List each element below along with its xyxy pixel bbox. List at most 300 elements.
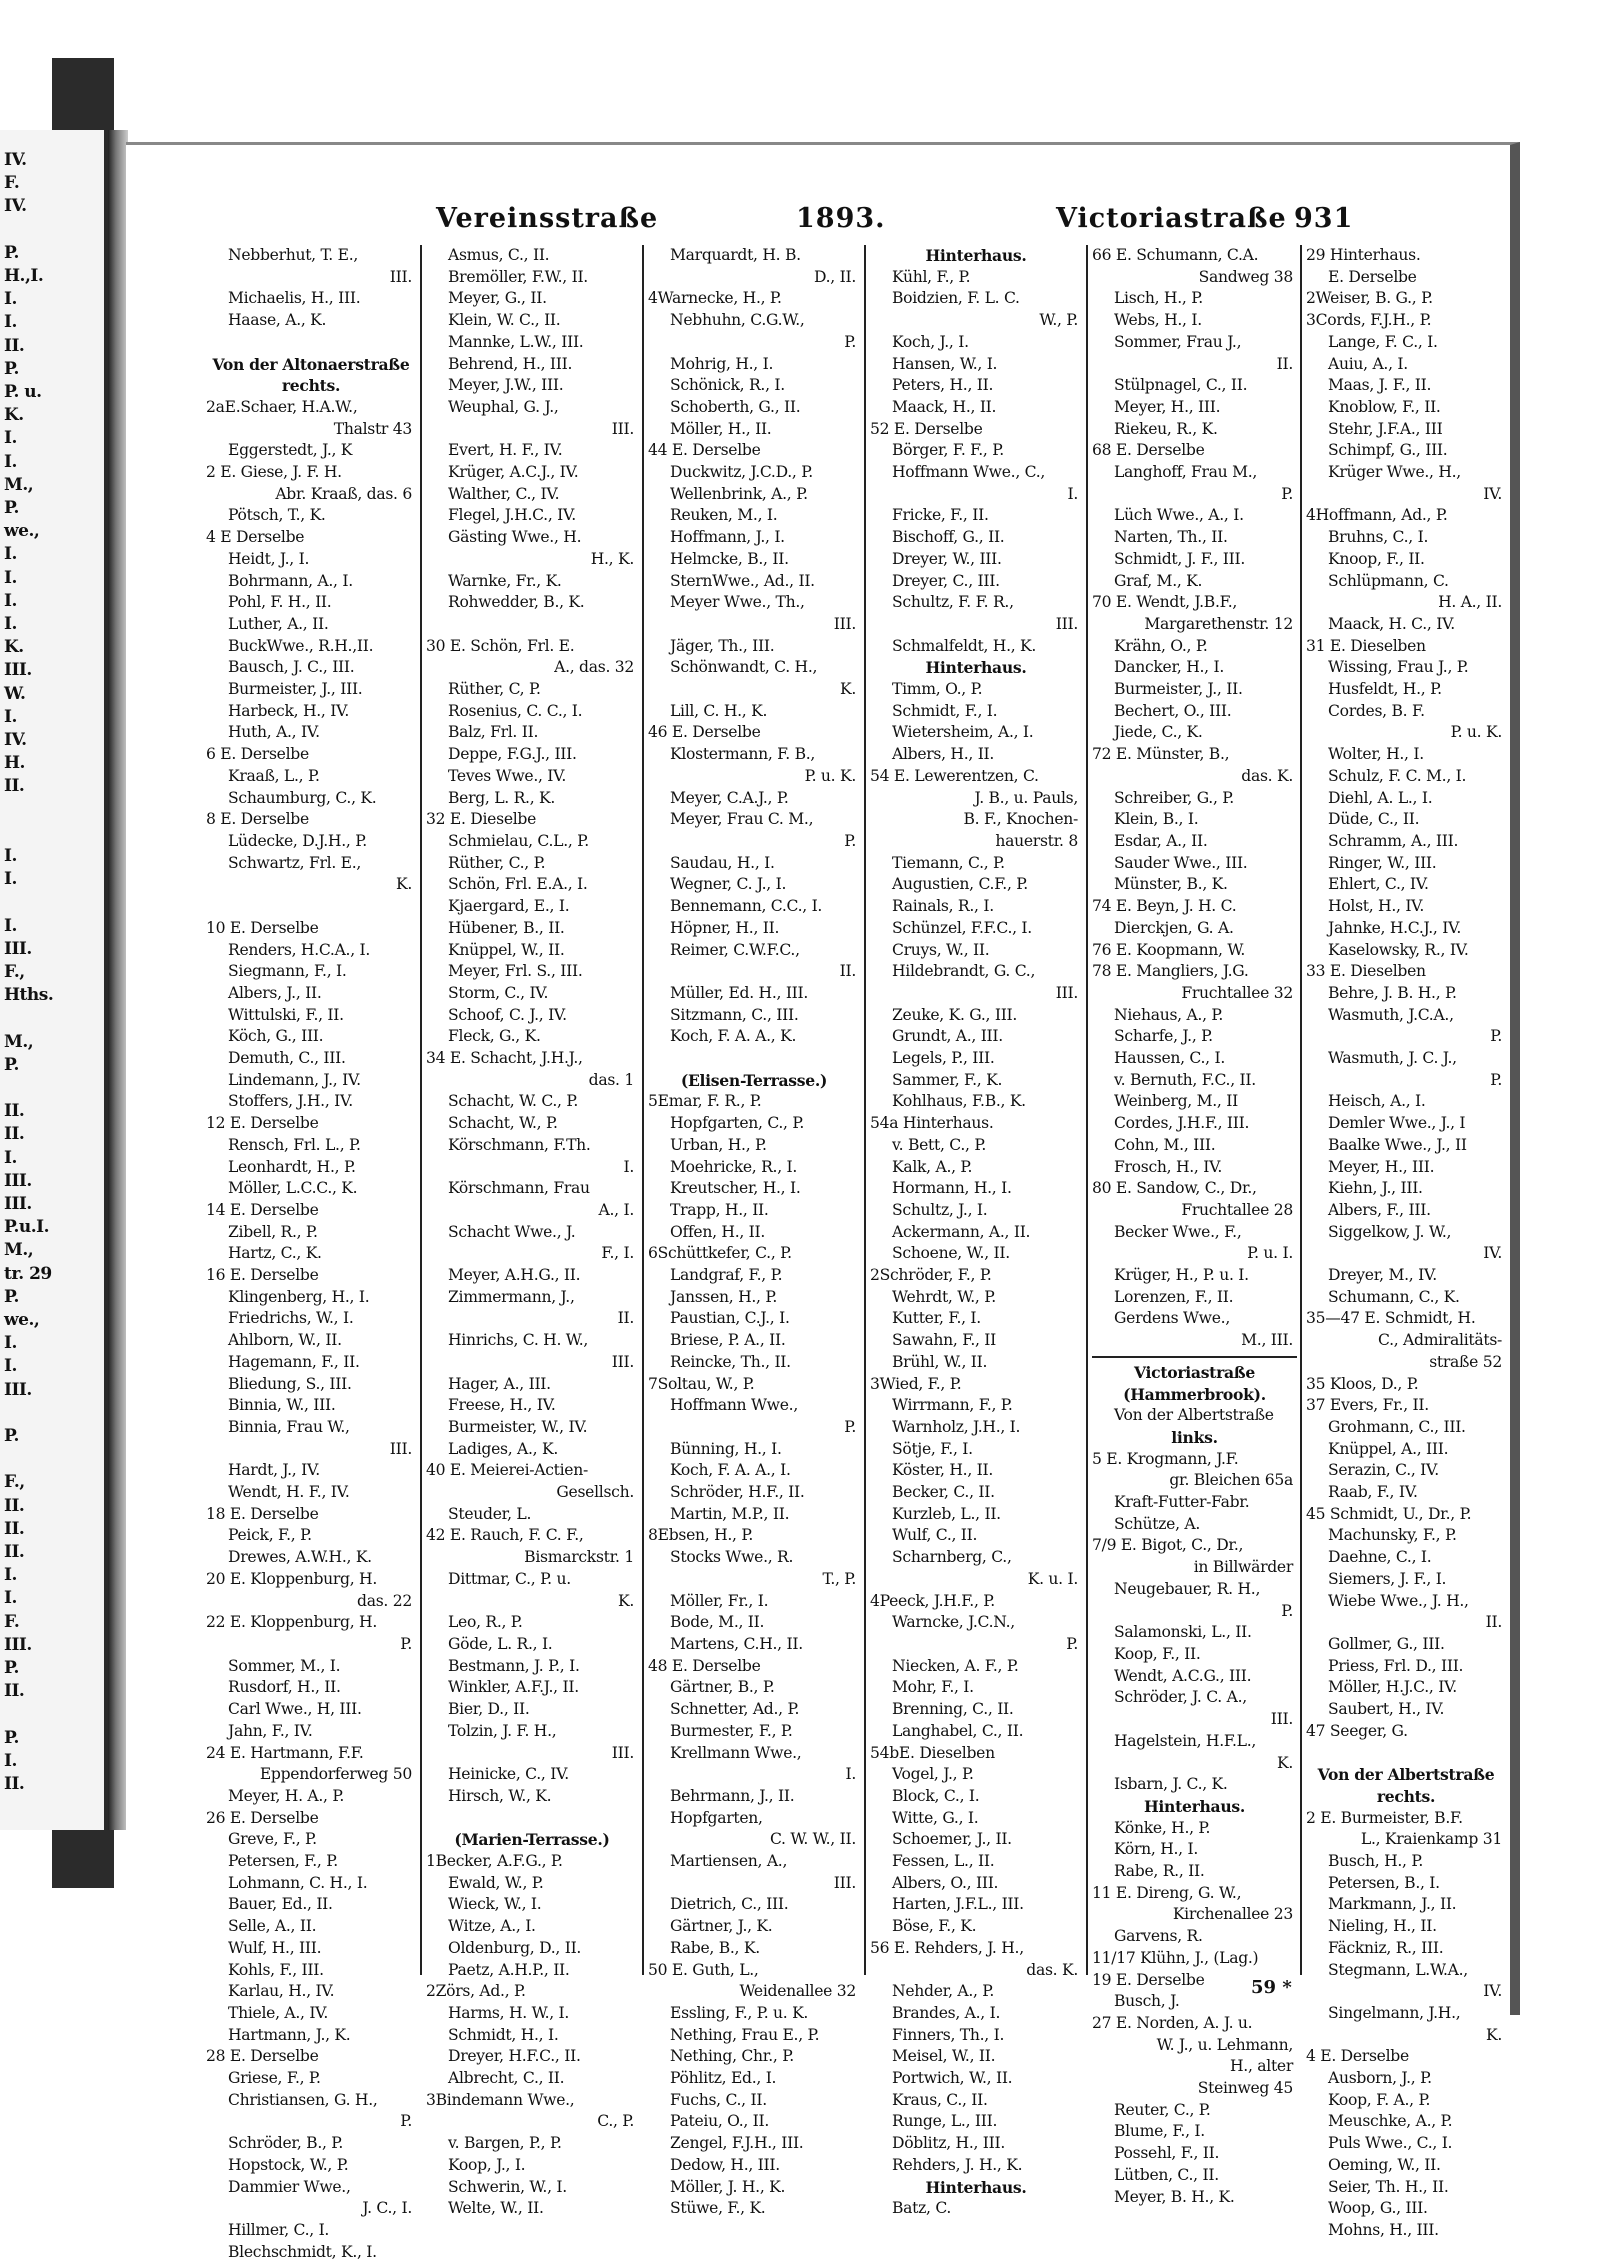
directory-entry [1306,1743,1506,1765]
directory-entry: Warncke, J.C.N., [892,1613,1015,1632]
directory-entry: Ehlert, C., IV. [1328,875,1429,894]
directory-entry: Sammer, F., K. [892,1070,1003,1089]
directory-entry: Deppe, F.G.J., III. [448,745,577,764]
directory-entry: 2 E. Giese, J. F. H. [206,463,342,482]
directory-entry: Timm, O., P. [892,680,983,699]
directory-entry: Bier, D., II. [448,1700,530,1719]
directory-entry: Bechert, O., III. [1114,701,1232,720]
directory-entry: Münster, B., K. [1114,875,1228,894]
directory-entry: Schröder, J. C. A., [1114,1688,1247,1707]
directory-entry: Zibell, R., P. [228,1222,318,1241]
directory-entry: Kjaergard, E., I. [448,897,570,916]
directory-entry: Niehaus, A., P. [1114,1005,1224,1024]
directory-entry: K. [839,680,856,699]
directory-entry: Schaumburg, C., K. [228,788,377,807]
page-header [126,203,1510,243]
column-2 [426,245,638,2218]
directory-entry: K. [1485,2025,1502,2044]
directory-entry: Dammier Wwe., [228,2177,351,2196]
directory-entry: Markmann, J., II. [1328,1895,1457,1914]
column-rule [1086,245,1088,1975]
directory-entry: Oeming, W., II. [1328,2155,1441,2174]
directory-entry: Binnia, Frau W., [228,1417,350,1436]
directory-entry: Schramm, A., III. [1328,831,1459,850]
directory-entry: 8Ebsen, H., P. [648,1526,754,1545]
directory-entry: Moehricke, R., I. [670,1157,798,1176]
directory-entry: F., I. [601,1244,634,1263]
directory-entry: I. [845,1765,856,1784]
directory-entry: Cordes, J.H.F., III. [1114,1114,1250,1133]
directory-entry: das. 1 [588,1070,634,1089]
directory-entry: Trapp, H., II. [670,1200,769,1219]
directory-entry: Landgraf, F., P. [670,1266,783,1285]
directory-entry: 80 E. Sandow, C., Dr., [1092,1179,1257,1198]
directory-entry: Schön, Frl. E.A., I. [448,875,588,894]
directory-entry: Höpner, H., II. [670,918,780,937]
directory-entry: Kalk, A., P. [892,1157,973,1176]
directory-entry: Scharnberg, C., [892,1548,1012,1567]
directory-entry: Ausborn, J., P. [1328,2069,1432,2088]
directory-entry: Siegmann, F., I. [228,962,347,981]
directory-entry: Weinberg, M., II [1114,1092,1238,1111]
column-3 [648,245,860,2218]
directory-entry: 70 E. Wendt, J.B.F., [1092,593,1238,612]
directory-entry: W., P. [1039,311,1078,330]
directory-entry: Michaelis, H., III. [228,289,361,308]
directory-entry: Fäckniz, R., III. [1328,1938,1444,1957]
directory-entry: Krähn, O., P. [1114,636,1208,655]
directory-entry: Cohn, M., III. [1114,1135,1216,1154]
directory-entry: A., I. [598,1200,634,1219]
directory-entry: Koch, F. A. A., I. [670,1461,791,1480]
directory-entry: K. [395,875,412,894]
directory-entry: Runge, L., III. [892,2112,998,2131]
directory-entry: Diehl, A. L., I. [1328,788,1433,807]
directory-entry: Rüther, C, P. [448,680,541,699]
directory-entry: Seier, Th. H., II. [1328,2177,1449,2196]
directory-entry: III. [833,1873,856,1892]
directory-entry: Koch, J., I. [892,332,969,351]
directory-entry: III. [611,419,634,438]
directory-entry: hauerstr. 8 [995,831,1078,850]
directory-entry: 4Peeck, J.H.F., P. [870,1591,995,1610]
directory-entry: Rohwedder, B., K. [448,593,585,612]
directory-entry: Steinweg 45 [1197,2079,1293,2098]
directory-entry: Heidt, J., I. [228,549,310,568]
directory-entry: 45 Schmidt, U., Dr., P. [1306,1504,1472,1523]
directory-entry: Marquardt, H. B. [670,246,801,264]
directory-entry: Maack, H., II. [892,397,997,416]
directory-entry: 44 E. Derselbe [648,441,761,460]
directory-entry: II. [839,962,856,981]
directory-entry: Dreyer, C., III. [892,571,1000,590]
directory-entry: Stülpnagel, C., II. [1114,376,1248,395]
directory-entry: Warnke, Fr., K. [448,571,562,590]
directory-entry: Boidzien, F. L. C. [892,289,1020,308]
directory-entry: Wulf, H., III. [228,1938,322,1957]
directory-entry: Wellenbrink, A., P. [670,484,808,503]
directory-entry: Koop, F. A., P. [1328,2090,1431,2109]
directory-entry: Stehr, J.F.A., III [1328,419,1443,438]
directory-entry: 48 E. Derselbe [648,1656,761,1675]
previous-page-fragment: P. [4,1286,19,1307]
directory-entry: 18 E. Derselbe [206,1504,319,1523]
directory-entry: 4 E. Derselbe [1306,2047,1409,2066]
directory-entry: Hillmer, C., I. [228,2220,330,2239]
previous-page-fragment: I. [4,567,17,588]
directory-entry: Maas, J. F., II. [1328,376,1432,395]
directory-entry: Stüwe, F., K. [670,2199,766,2218]
directory-entry: SternWwe., Ad., II. [670,571,815,590]
directory-entry: Koop, J., I. [448,2155,526,2174]
directory-entry: Wiebe Wwe., J. H., [1328,1591,1469,1610]
directory-entry: Haussen, C., I. [1114,1049,1225,1068]
directory-entry: Ringer, W., III. [1328,853,1437,872]
directory-entry: Krüger, A.C.J., IV. [448,463,579,482]
directory-entry: 14 E. Derselbe [206,1200,319,1219]
directory-entry: Meyer Wwe., Th., [670,593,805,612]
directory-entry: Webs, H., I. [1114,311,1202,330]
previous-page-fragment: I. [4,289,17,310]
directory-entry: Schönick, R., I. [670,376,785,395]
directory-entry: W. J., u. Lehmann, [1156,2035,1293,2054]
directory-entry: Kutter, F., I. [892,1309,981,1328]
directory-entry: Langhabel, C., II. [892,1721,1024,1740]
directory-entry: Augustien, C.F., P. [892,875,1028,894]
directory-entry: 2Zörs, Ad., P. [426,1982,526,2001]
directory-entry: Briese, P. A., II. [670,1331,786,1350]
directory-entry: Möller, L.C.C., K. [228,1179,358,1198]
directory-entry: 20 E. Kloppenburg, H. [206,1569,377,1588]
directory-entry: Nebberhut, T. E., [228,246,359,264]
directory-entry: Steuder, L. [448,1504,532,1523]
directory-entry: 3Bindemann Wwe., [426,2090,575,2109]
directory-entry: Bausch, J. C., III. [228,658,355,677]
previous-page-fragment: IV. [4,150,27,170]
directory-entry: Luther, A., II. [228,614,329,633]
section-heading: links. [1171,1427,1218,1447]
directory-entry: Bestmann, J. P., I. [448,1656,580,1675]
directory-entry: Rüther, C., P. [448,853,546,872]
directory-entry: Cruys, W., II. [892,940,990,959]
directory-entry: Lill, C. H., K. [670,701,768,720]
directory-entry: 6Schüttkefer, C., P. [648,1244,792,1263]
directory-entry: 3Wied, F., P. [870,1374,962,1393]
directory-entry: 3Cords, F.J.H., P. [1306,311,1432,330]
directory-entry: Mohns, H., III. [1328,2220,1439,2239]
directory-entry: Behre, J. B. H., P. [1328,983,1457,1002]
directory-entry: K. [1276,1753,1293,1772]
directory-entry: Evert, H. F., IV. [448,441,563,460]
directory-entry: Krüger Wwe., H., [1328,463,1461,482]
directory-entry: L., Kraienkamp 31 [1360,1830,1502,1849]
directory-entry: Bischoff, G., II. [892,528,1005,547]
column-4 [870,245,1082,2218]
directory-entry: Bismarckstr. 1 [524,1548,634,1567]
directory-entry: Offen, H., II. [670,1222,766,1241]
directory-entry: Bohrmann, A., I. [228,571,353,590]
directory-entry: Ahlborn, W., II. [228,1331,342,1350]
directory-entry: Christiansen, G. H., [228,2090,378,2109]
section-heading: (Hammerbrook). [1123,1384,1266,1404]
directory-entry: Margarethenstr. 12 [1144,614,1293,633]
directory-entry: Pöhlitz, Ed., I. [670,2069,777,2088]
directory-entry: 32 E. Dieselbe [426,810,537,829]
directory-entry: Möller, H.J.C., IV. [1328,1678,1457,1697]
directory-entry: Warnholz, J.H., I. [892,1417,1021,1436]
directory-entry: II. [1485,1613,1502,1632]
directory-entry: 34 E. Schacht, J.H.J., [426,1049,583,1068]
directory-entry: Pohl, F. H., II. [228,593,332,612]
previous-page-fragment: II. [4,1518,25,1539]
column-rule [1300,245,1302,1975]
directory-entry: Nething, Chr., P. [670,2047,794,2066]
directory-entry: gr. Bleichen 65a [1169,1471,1293,1490]
directory-entry: Knoop, F., II. [1328,549,1425,568]
directory-entry: Meyer, J.W., III. [448,376,564,395]
directory-entry: Frosch, H., IV. [1114,1157,1222,1176]
directory-entry: Blume, F., I. [1114,2122,1205,2141]
directory-entry: 2aE.Schaer, H.A.W., [206,397,358,416]
directory-entry: Harten, J.F.L., III. [892,1895,1024,1914]
directory-entry: Ackermann, A., II. [892,1222,1031,1241]
directory-entry: Saubert, H., IV. [1328,1700,1445,1719]
directory-entry: 46 E. Derselbe [648,723,761,742]
directory-entry: 7/9 E. Bigot, C., Dr., [1092,1536,1244,1555]
directory-entry: III. [1055,983,1078,1002]
book-gutter [108,130,128,1830]
directory-entry: Kurzleb, L., II. [892,1504,1001,1523]
directory-entry: Flegel, J.H.C., IV. [448,506,576,525]
directory-entry: v. Bernuth, F.C., II. [1114,1070,1256,1089]
previous-page-fragment: I. [4,1356,17,1377]
directory-entry: Neugebauer, R. H., [1114,1579,1261,1598]
directory-entry: Meyer, C.A.J., P. [670,788,789,807]
column-rule [420,245,422,1975]
section-divider [1092,1356,1297,1358]
directory-entry: I. [1067,484,1078,503]
directory-entry: I. [623,1157,634,1176]
previous-page-fragment: I. [4,1147,17,1168]
directory-entry: Klostermann, F. B., [670,745,816,764]
directory-entry: P. u. I. [1247,1244,1293,1263]
section-heading: Victoriastraße [1134,1362,1255,1382]
directory-entry: P. u. K. [1450,723,1502,742]
directory-entry: Becker Wwe., F., [1114,1222,1242,1241]
directory-entry: Meyer, G., II. [448,289,547,308]
previous-page-fragment: M., [4,1031,34,1052]
previous-page-fragment: P. [4,1727,19,1748]
directory-entry: Fricke, F., II. [892,506,989,525]
directory-entry: 2Weiser, B. G., P. [1306,289,1433,308]
directory-entry: Schoene, W., II. [892,1244,1010,1263]
directory-entry: Hinrichs, C. H. W., [448,1331,589,1350]
directory-entry: P. [400,2112,412,2131]
directory-entry: 11/17 Klühn, J., (Lag.) [1092,1948,1259,1967]
directory-entry: Vogel, J., P. [892,1765,974,1784]
directory-entry: P. [400,1635,412,1653]
directory-entry: Singelmann, J.H., [1328,2003,1461,2022]
previous-page-fragment: F. [4,173,20,194]
directory-entry: Meyer, A.H.G., II. [448,1266,581,1285]
directory-entry: Fleck, G., K. [448,1027,541,1046]
directory-entry: Asmus, C., II. [448,246,550,264]
directory-entry: Wieck, W., I. [448,1895,542,1914]
previous-page-fragment: H.,I. [4,266,44,286]
directory-entry: Wendt, H. F., IV. [228,1483,350,1502]
directory-entry: Behrend, H., III. [448,354,573,373]
directory-entry: Helmcke, B., II. [670,549,789,568]
directory-entry: 66 E. Schumann, C.A. [1092,246,1259,264]
directory-entry: Meyer, Frau C. M., [670,810,814,829]
previous-page-fragment: we., [4,1310,40,1330]
directory-entry: Gollmer, G., III. [1328,1635,1445,1653]
column-6 [1306,245,1506,2239]
directory-entry: B. F., Knochen- [963,810,1078,829]
column-rule [864,245,866,1975]
directory-entry: Kraaß, L., P. [228,766,320,785]
directory-entry: IV. [1483,1982,1502,2001]
directory-entry: Isbarn, J. C., K. [1114,1775,1228,1794]
directory-entry: II. [617,1309,634,1328]
directory-entry: Peick, F., P. [228,1526,312,1545]
previous-page-fragment: II. [4,335,25,356]
directory-entry: III. [1270,1710,1293,1729]
directory-entry: 2 E. Burmeister, B.F. [1306,1808,1463,1827]
directory-entry: Heisch, A., I. [1328,1092,1426,1111]
directory-entry: Kraft-Futter-Fabr. [1114,1493,1250,1512]
directory-entry: Albers, J., II. [228,983,322,1002]
directory-entry: Legels, P., III. [892,1049,995,1068]
directory-entry: Serazin, C., IV. [1328,1461,1439,1480]
directory-entry: 35—47 E. Schmidt, H. [1306,1309,1476,1328]
previous-page-fragment: K. [4,405,24,426]
directory-entry: Göde, L. R., I. [448,1635,553,1653]
directory-entry: Salamonski, L., II. [1114,1623,1252,1642]
directory-entry: Graf, M., K. [1114,571,1203,590]
directory-entry: Albers, F., III. [1328,1200,1431,1219]
directory-entry: Mannke, L.W., III. [448,332,584,351]
directory-entry: Kühl, F., P. [892,267,971,286]
directory-entry: Jiede, C., K. [1114,723,1203,742]
directory-entry: Winkler, A.F.J., II. [448,1678,579,1697]
directory-entry: Jäger, Th., III. [670,636,775,655]
directory-entry: Brenning, C., II. [892,1700,1014,1719]
directory-entry: 24 E. Hartmann, F.F. [206,1743,364,1762]
directory-entry: Schacht Wwe., J. [448,1222,576,1241]
directory-entry: Schröder, H.F., II. [670,1483,805,1502]
directory-entry: Brühl, W., II. [892,1352,988,1371]
directory-entry: Ladiges, A., K. [448,1439,558,1458]
previous-page-fragment: III. [4,1194,32,1214]
signature-mark: 59 * [1251,1977,1292,1998]
directory-entry: Lange, F. C., I. [1328,332,1438,351]
directory-entry: Müller, Ed. H., III. [670,983,809,1002]
directory-entry: Pateiu, O., II. [670,2112,770,2131]
directory-entry: Bliedung, S., III. [228,1374,352,1393]
directory-entry: 28 E. Derselbe [206,2047,319,2066]
directory-entry: Schmidt, H., I. [448,2025,559,2044]
directory-entry: Reimer, C.W.F.C., [670,940,800,959]
section-heading: Von der Albertstraße [1317,1765,1495,1785]
directory-entry: III. [389,267,412,286]
directory-entry: Hager, A., III. [448,1374,551,1393]
directory-entry: 29 Hinterhaus. [1306,246,1421,264]
directory-entry: Kreutscher, H., I. [670,1179,801,1198]
directory-entry: Rosenius, C. C., I. [448,701,583,720]
previous-page-fragment: tr. 29 [4,1263,52,1284]
directory-entry: III. [611,1352,634,1371]
directory-entry: Welte, W., II. [448,2199,544,2218]
directory-entry: 4 E Derselbe [206,528,305,547]
directory-entry: Klein, W. C., II. [448,311,561,330]
directory-entry: 2Schröder, F., P. [870,1266,992,1285]
directory-entry: Wulf, C., II. [892,1526,978,1545]
directory-entry: Grundt, A., III. [892,1027,1003,1046]
directory-entry: Hirsch, W., K. [448,1786,552,1805]
directory-entry: P. [1490,1027,1502,1046]
directory-entry: Riekeu, R., K. [1114,419,1218,438]
directory-entry: 22 E. Kloppenburg, H. [206,1613,377,1632]
directory-entry: Bünning, H., I. [670,1439,782,1458]
directory-entry: Sauder Wwe., III. [1114,853,1248,872]
directory-entry: Burmeister, W., IV. [448,1417,588,1436]
page-number: 931 [1294,203,1354,234]
directory-entry: 50 E. Guth, L., [648,1960,759,1979]
directory-entry: 54bE. Dieselben [870,1743,995,1762]
directory-entry: II. [1276,354,1293,373]
directory-entry: 5 E. Krogmann, J.F. [1092,1449,1239,1468]
directory-entry: Nehder, A., P. [892,1982,995,2001]
directory-entry: Sötje, F., I. [892,1439,973,1458]
previous-page-fragment: III. [4,1379,32,1400]
directory-entry: Böse, F., K. [892,1917,977,1936]
directory-entry: 5Emar, F. R., P. [648,1092,762,1111]
directory-entry: Nieling, H., II. [1328,1917,1437,1936]
previous-page-fragment: P.u.I. [4,1217,50,1238]
directory-entry: Ewald, W., P. [448,1873,544,1892]
previous-page-fragment: I. [4,451,17,472]
directory-entry: Renders, H.C.A., I. [228,940,371,959]
directory-entry: Paustian, C.J., I. [670,1309,790,1328]
previous-page-fragment: Hths. [4,985,54,1006]
previous-page-fragment: P. [4,1054,19,1075]
previous-page-fragment: III. [4,1634,32,1655]
directory-entry: Martin, M.P., II. [670,1504,790,1523]
directory-entry: Martens, C.H., II. [670,1635,803,1653]
directory-entry: Fruchtallee 32 [1181,983,1293,1002]
directory-entry: Schünzel, F.F.C., I. [892,918,1032,937]
directory-entry: Carl Wwe., H, III. [228,1700,362,1719]
directory-entry: 27 E. Norden, A. J. u. [1092,2013,1253,2032]
directory-entry: 30 E. Schön, Frl. E. [426,636,575,655]
section-heading: Hinterhaus. [1143,1796,1246,1816]
directory-entry: Hopstock, W., P. [228,2155,349,2174]
directory-entry: Dreyer, W., III. [892,549,1002,568]
directory-entry: Wasmuth, J. C. J., [1328,1049,1457,1068]
directory-entry: Pötsch, T., K. [228,506,326,525]
directory-entry: Wegner, C. J., I. [670,875,787,894]
section-heading: rechts. [1376,1786,1436,1806]
directory-entry: Schönwandt, C. H., [670,658,818,677]
directory-entry: Schreiber, G., P. [1114,788,1234,807]
directory-entry: III. [1055,614,1078,633]
directory-entry: Wietersheim, A., I. [892,723,1034,742]
directory-entry: Janssen, H., P. [670,1287,778,1306]
directory-entry: Gerdens Wwe., [1114,1309,1230,1328]
directory-entry: Batz, C. [892,2199,952,2218]
directory-entry: 47 Seeger, G. [1306,1721,1408,1740]
